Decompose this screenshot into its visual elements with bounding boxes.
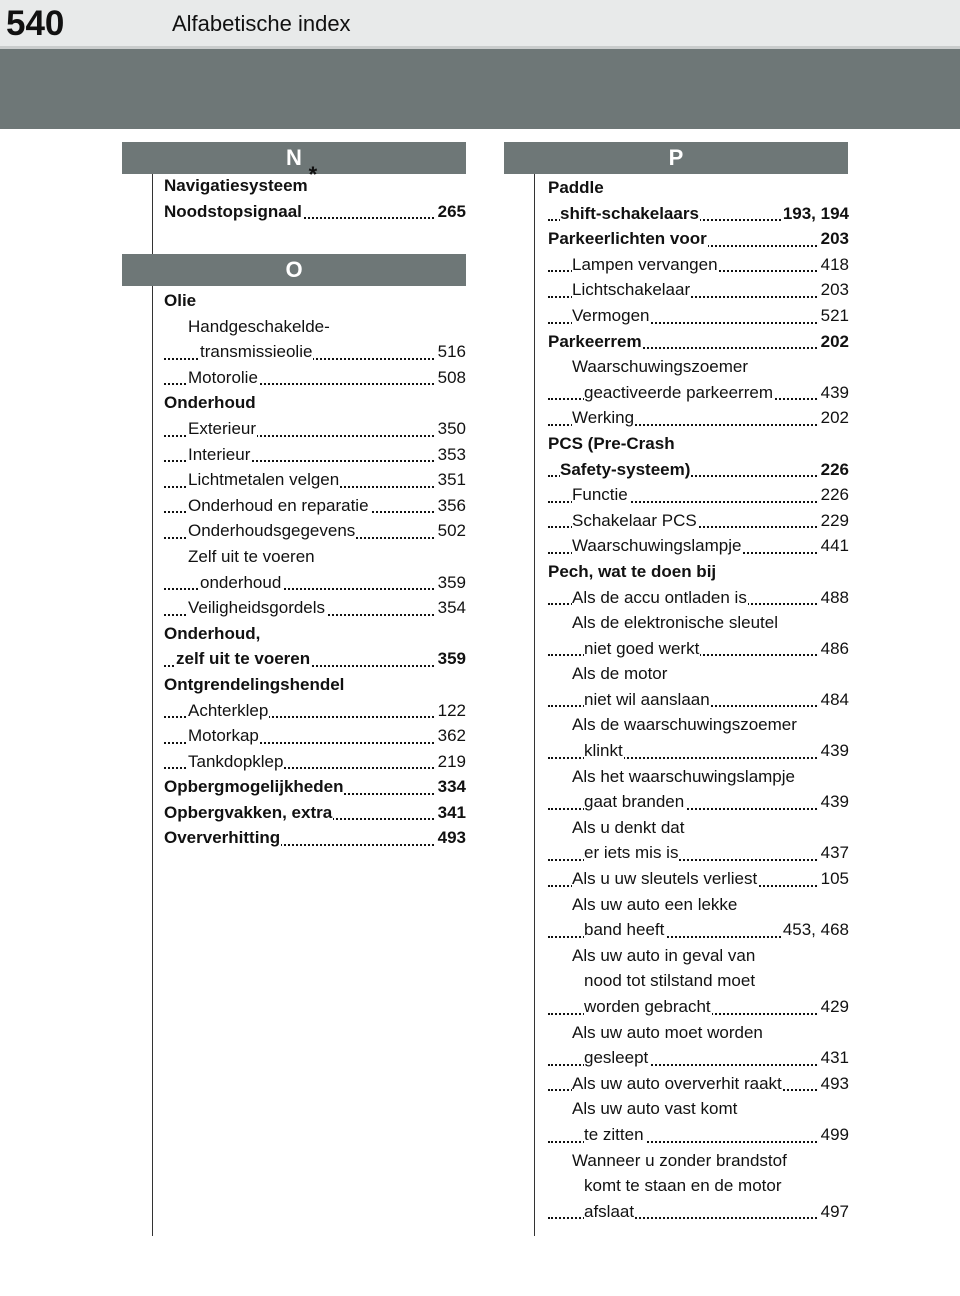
page-reference: 334 (436, 774, 466, 800)
page-reference: 353 (436, 442, 466, 468)
index-term: Vermogen (572, 305, 650, 325)
index-term: Navigatiesysteem (164, 176, 308, 195)
page-reference: 202 (819, 329, 849, 355)
index-term: Motorolie (188, 367, 258, 387)
page-reference: 356 (436, 493, 466, 519)
page-reference: 508 (436, 365, 466, 391)
index-entry (548, 1199, 849, 1225)
asterisk-mark: * (308, 162, 318, 188)
index-term: Safety-systeem) (560, 459, 691, 479)
page-reference: 105 (819, 866, 849, 892)
index-term: Onderhoud, (164, 623, 261, 643)
index-term: Noodstopsignaal (164, 201, 302, 221)
index-entry (548, 994, 849, 1020)
page-reference: 439 (819, 738, 849, 764)
index-entry (548, 175, 849, 201)
column-divider-left (152, 168, 153, 1236)
index-term: Waarschuwingszoemer (572, 357, 749, 377)
index-term: afslaat (584, 1201, 635, 1221)
index-term: Olie (164, 291, 197, 310)
index-entry (548, 303, 849, 329)
index-term: Ontgrendelingshendel (164, 674, 345, 694)
page-reference: 350 (436, 416, 466, 442)
index-entry (164, 749, 466, 775)
index-entry (164, 390, 466, 416)
page-reference: 362 (436, 723, 466, 749)
index-column-n (164, 162, 466, 224)
index-term: Interieur (188, 444, 251, 464)
index-entry (548, 610, 849, 636)
index-entry (548, 1020, 849, 1046)
index-term: transmissieolie (200, 342, 313, 362)
index-entry (164, 595, 466, 621)
index-term: nood tot stilstand moet (584, 971, 756, 991)
index-term: Schakelaar PCS (572, 510, 697, 530)
page-reference: 488 (819, 585, 849, 611)
index-entry (548, 277, 849, 303)
index-term: shift-schakelaars (560, 203, 699, 223)
index-entry (164, 314, 466, 340)
index-entry (548, 559, 849, 585)
index-entry (548, 815, 849, 841)
index-term: PCS (Pre-Crash (548, 433, 675, 453)
index-term: Onderhoudsgegevens (188, 521, 356, 541)
index-entry (164, 467, 466, 493)
index-entry (548, 1071, 849, 1097)
page-reference: 359 (436, 570, 466, 596)
page-reference: 354 (436, 595, 466, 621)
page-reference: 499 (819, 1122, 849, 1148)
index-entry (164, 365, 466, 391)
index-term: Exterieur (188, 418, 257, 438)
index-entry (548, 840, 849, 866)
page-reference: 219 (436, 749, 466, 775)
index-entry (548, 892, 849, 918)
index-term: worden gebracht (584, 997, 711, 1016)
index-entry (548, 329, 849, 355)
page-reference: 418 (819, 252, 849, 278)
page-reference: 341 (436, 800, 466, 826)
index-entry (548, 687, 849, 713)
page-reference: 497 (819, 1199, 849, 1225)
index-term: klinkt (584, 741, 623, 761)
page-reference: 439 (819, 380, 849, 406)
index-term: Veiligheidsgordels (188, 598, 326, 618)
index-term: Zelf uit te voeren (188, 546, 315, 566)
index-term: Als uw auto in geval van (572, 945, 756, 965)
page-reference: 359 (436, 646, 466, 672)
index-entry (164, 774, 466, 800)
page-reference: 437 (819, 840, 849, 866)
page-reference: 193, 194 (781, 201, 849, 227)
page-reference: 484 (819, 687, 849, 713)
index-entry (548, 252, 849, 278)
index-term: Achterklep (188, 700, 269, 720)
index-term: er iets mis is (584, 843, 679, 863)
page-reference: 439 (819, 789, 849, 815)
index-entry (548, 1148, 849, 1174)
index-term: Als de elektronische sleutel (572, 613, 779, 633)
page-reference: 502 (436, 518, 466, 544)
page-reference: 226 (819, 482, 849, 508)
index-entry (164, 646, 466, 672)
index-entry (548, 1045, 849, 1071)
index-entry (548, 533, 849, 559)
index-term: Als de waarschuwingszoemer (572, 715, 797, 735)
index-entry (548, 585, 849, 611)
index-term: band heeft (584, 920, 665, 940)
section-header-n: N (122, 142, 466, 174)
page-reference: 203 (819, 277, 849, 303)
index-entry (164, 723, 466, 749)
index-entry (164, 518, 466, 544)
index-term: Parkeerrem (548, 331, 642, 351)
page-reference: 226 (819, 457, 849, 483)
index-term: gaat branden (584, 792, 685, 812)
index-entry (164, 825, 466, 851)
index-entry (548, 1122, 849, 1148)
index-term: Lichtschakelaar (572, 280, 691, 300)
index-entry (548, 712, 849, 738)
page-number: 540 (6, 4, 65, 43)
index-entry (548, 508, 849, 534)
page-reference: 493 (819, 1071, 849, 1097)
index-entry (164, 493, 466, 519)
index-term: Pech, wat te doen bij (548, 561, 717, 581)
index-term: Onderhoud (164, 393, 256, 413)
index-entry (548, 226, 849, 252)
index-entry (548, 354, 849, 380)
index-term: Paddle (548, 178, 604, 197)
index-term: zelf uit te voeren (176, 649, 311, 669)
index-entry (548, 917, 849, 943)
page-title: Alfabetische index (172, 11, 351, 36)
index-entry (164, 698, 466, 724)
section-header-o: O (122, 254, 466, 286)
index-entry (548, 201, 849, 227)
page-reference: 203 (819, 226, 849, 252)
page-reference: 229 (819, 508, 849, 534)
index-entry (548, 482, 849, 508)
page-header (0, 0, 960, 49)
index-term: Werking (572, 408, 635, 428)
index-entry (548, 738, 849, 764)
page-reference: 493 (436, 825, 466, 851)
index-entry (164, 199, 466, 225)
index-entry (164, 416, 466, 442)
index-entry (548, 764, 849, 790)
index-term: Oververhitting (164, 828, 281, 848)
index-entry (548, 1096, 849, 1122)
section-header-p: P (504, 142, 848, 174)
index-column-o (164, 288, 466, 851)
index-entry (548, 636, 849, 662)
page-reference: 516 (436, 339, 466, 365)
index-entry (164, 288, 466, 314)
index-term: Parkeerlichten voor (548, 229, 707, 249)
index-entry (164, 339, 466, 365)
page-reference: 351 (436, 467, 466, 493)
index-term: Handgeschakelde- (188, 316, 330, 336)
index-entry (548, 1173, 849, 1199)
page-reference: 453, 468 (781, 917, 849, 943)
index-term: Als u denkt dat (572, 817, 685, 837)
index-term: komt te staan en de motor (584, 1176, 782, 1196)
index-entry (164, 672, 466, 698)
index-entry (548, 405, 849, 431)
index-term: Als uw auto oververhit raakt (572, 1073, 782, 1093)
index-term: niet goed werkt (584, 638, 700, 658)
index-term: Wanneer u zonder brandstof (572, 1150, 787, 1170)
page-reference: 486 (819, 636, 849, 662)
index-term: Als u uw sleutels verliest (572, 869, 758, 889)
index-entry (164, 800, 466, 826)
page-reference: 429 (819, 994, 849, 1020)
index-term: Waarschuwingslampje (572, 536, 742, 556)
header-band (0, 49, 960, 129)
index-entry (164, 162, 466, 199)
index-entry (548, 380, 849, 406)
page-reference: 265 (436, 199, 466, 225)
index-entry (548, 431, 849, 457)
index-entry (548, 457, 849, 483)
index-entry (548, 866, 849, 892)
index-term: Als de accu ontladen is (572, 587, 747, 607)
index-term: Als de motor (572, 664, 668, 684)
page-reference: 202 (819, 405, 849, 431)
index-entry (548, 968, 849, 994)
index-term: Onderhoud en reparatie (188, 495, 369, 515)
index-term: Als uw auto vast komt (572, 1099, 738, 1119)
page-reference: 122 (436, 698, 466, 724)
index-term: gesleept (584, 1048, 649, 1068)
index-term: Als uw auto een lekke (572, 894, 738, 914)
index-term: geactiveerde parkeerrem (584, 382, 773, 402)
page-reference: 521 (819, 303, 849, 329)
column-divider-right (534, 168, 535, 1236)
index-term: Motorkap (188, 726, 259, 746)
index-column-p (548, 175, 849, 1224)
index-entry (164, 621, 466, 647)
index-entry (548, 789, 849, 815)
index-entry (548, 943, 849, 969)
index-term: te zitten (584, 1124, 644, 1144)
index-term: onderhoud (200, 572, 282, 592)
index-term: Opbergvakken, extra (164, 802, 333, 822)
index-term: Lampen vervangen (572, 254, 718, 274)
index-term: Opbergmogelijkheden (164, 777, 344, 797)
index-term: Als het waarschuwingslampje (572, 766, 795, 786)
page-reference: 441 (819, 533, 849, 559)
index-term: Als uw auto moet worden (572, 1022, 763, 1042)
index-term: niet wil aanslaan (584, 689, 710, 709)
index-term: Lichtmetalen velgen (188, 470, 340, 490)
index-entry (164, 544, 466, 570)
index-entry (164, 442, 466, 468)
index-entry (164, 570, 466, 596)
page-reference: 431 (819, 1045, 849, 1071)
index-entry (548, 661, 849, 687)
index-term: Functie (572, 485, 628, 505)
index-term: Tankdopklep (188, 751, 284, 771)
